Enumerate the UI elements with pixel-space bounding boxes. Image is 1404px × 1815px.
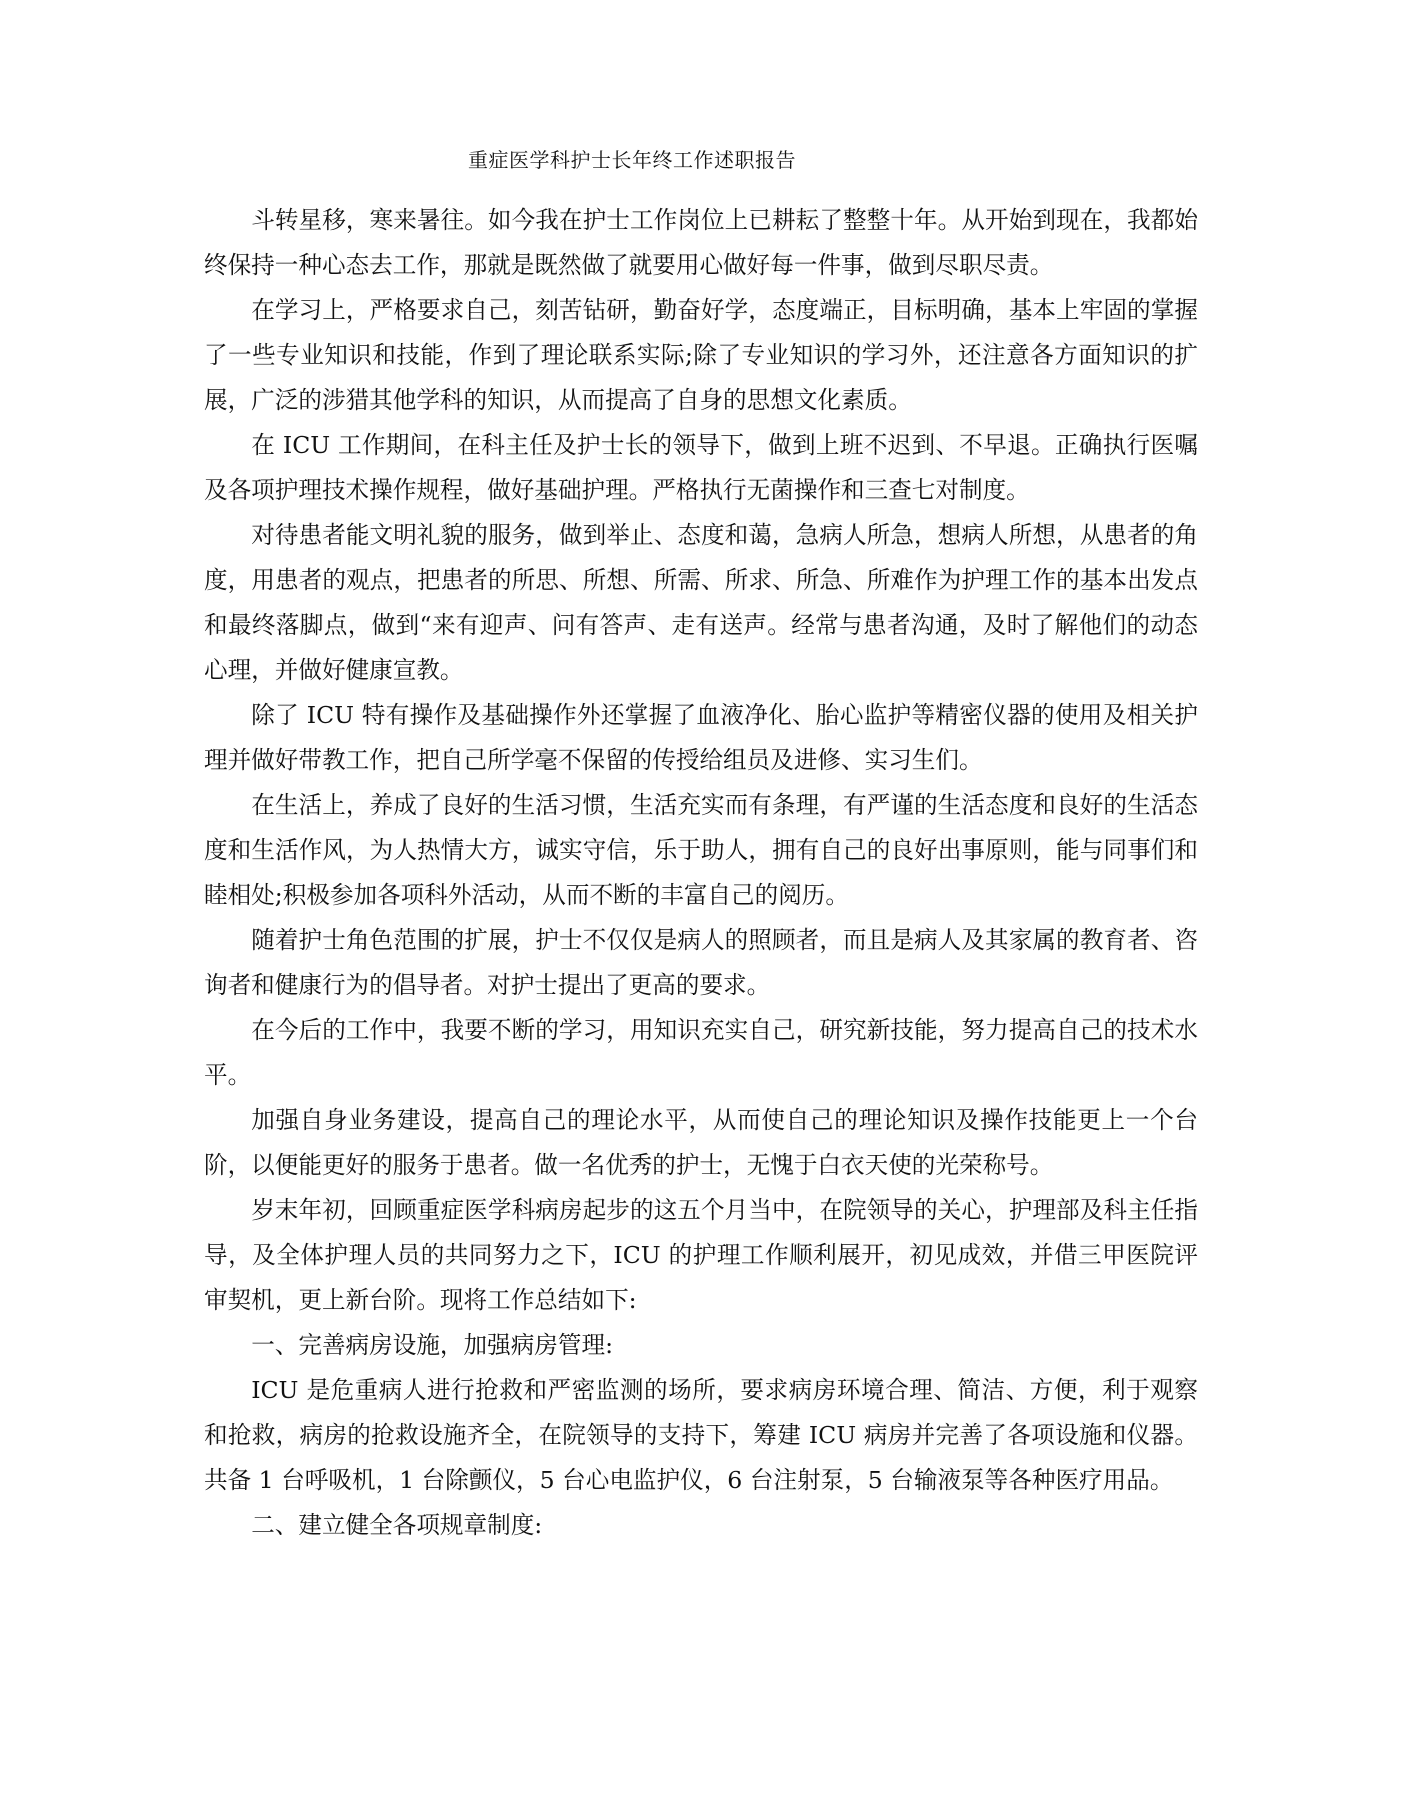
paragraph: 斗转星移，寒来暑往。如今我在护士工作岗位上已耕耘了整整十年。从开始到现在，我都始终保持一种心态去工作，那就是既然做了就要用心做好每一件事，做到尽职尽责。 xyxy=(204,206,1198,279)
paragraph: ICU 是危重病人进行抢救和严密监测的场所，要求病房环境合理、简洁、方便，利于观察和抢救，病房的抢救设施齐全，在院领导的支持下，筹建 ICU 病房并完善了各项设施和仪器。共备 1 台呼吸机，1 台除颤仪，5 台心电监护仪，6 台注射泵，5 台输液泵等各种医疗用品。 xyxy=(204,1376,1198,1494)
section-heading: 二、建立健全各项规章制度: xyxy=(251,1511,543,1539)
paragraph: 岁末年初，回顾重症医学科病房起步的这五个月当中，在院领导的关心，护理部及科主任指导，及全体护理人员的共同努力之下，ICU 的护理工作顺利展开，初见成效，并借三甲医院评审契机，更上新台阶。现将工作总结如下: xyxy=(204,1196,1198,1314)
paragraph: 在今后的工作中，我要不断的学习，用知识充实自己，研究新技能，努力提高自己的技术水平。 xyxy=(204,1016,1198,1089)
paragraph: 对待患者能文明礼貌的服务，做到举止、态度和蔼，急病人所急，想病人所想，从患者的角度，用患者的观点，把患者的所思、所想、所需、所求、所急、所难作为护理工作的基本出发点和最终落脚点，做到“来有迎声、问有答声、走有送声。经常与患者沟通，及时了解他们的动态心理，并做好健康宣教。 xyxy=(204,521,1198,684)
section-heading: 一、完善病房设施，加强病房管理: xyxy=(251,1331,614,1359)
paragraph: 加强自身业务建设，提高自己的理论水平，从而使自己的理论知识及操作技能更上一个台阶，以便能更好的服务于患者。做一名优秀的护士，无愧于白衣天使的光荣称号。 xyxy=(204,1106,1198,1179)
paragraph: 在学习上，严格要求自己，刻苦钻研，勤奋好学，态度端正，目标明确，基本上牢固的掌握了一些专业知识和技能，作到了理论联系实际;除了专业知识的学习外，还注意各方面知识的扩展，广泛的涉猎其他学科的知识，从而提高了自身的思想文化素质。 xyxy=(204,296,1198,414)
paragraph: 除了 ICU 特有操作及基础操作外还掌握了血液净化、胎心监护等精密仪器的使用及相关护理并做好带教工作，把自己所学毫不保留的传授给组员及进修、实习生们。 xyxy=(204,701,1198,774)
paragraph: 在 ICU 工作期间，在科主任及护士长的领导下，做到上班不迟到、不早退。正确执行医嘱及各项护理技术操作规程，做好基础护理。严格执行无菌操作和三查七对制度。 xyxy=(204,431,1198,504)
document-body xyxy=(204,198,1198,1548)
paragraph: 随着护士角色范围的扩展，护士不仅仅是病人的照顾者，而且是病人及其家属的教育者、咨询者和健康行为的倡导者。对护士提出了更高的要求。 xyxy=(204,926,1198,999)
paragraph: 在生活上，养成了良好的生活习惯，生活充实而有条理，有严谨的生活态度和良好的生活态度和生活作风，为人热情大方，诚实守信，乐于助人，拥有自己的良好出事原则，能与同事们和睦相处;积极参加各项科外活动，从而不断的丰富自己的阅历。 xyxy=(204,791,1198,909)
document-title: 重症医学科护士长年终工作述职报告 xyxy=(468,148,796,172)
